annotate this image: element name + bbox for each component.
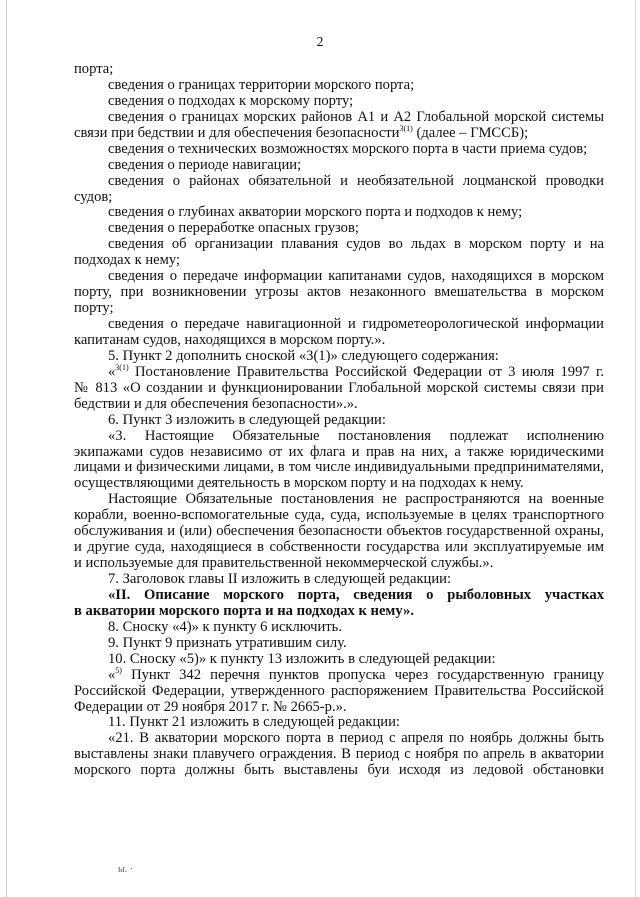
text-line-content — [74, 747, 604, 763]
line-text-tail: Постановление Правительства Российской Федерации от 3 июля 1997 г. — [128, 363, 604, 380]
text-line — [0, 333, 640, 349]
line-text: бедствии и для обеспечения безопасности».». — [74, 395, 358, 412]
line-text: сведения о передаче навигационной и гидрометеорологической информации — [108, 316, 604, 332]
line-text: 7. Заголовок главы II изложить в следующей редакции: — [108, 571, 452, 587]
footnote-marker: 3(1) — [399, 123, 413, 133]
text-line-content — [108, 588, 604, 604]
text-line-content — [74, 253, 640, 269]
line-text: обслуживания и (или) обеспечения безопасности объектов государственной охраны, — [74, 523, 604, 540]
line-text: экипажами судов независимо от их флага и прав на них, а также юридическими — [74, 443, 604, 460]
line-text: 10. Сноску «5)» к пункту 13 изложить в следующей редакции: — [108, 650, 496, 667]
scan-artifact-mark: ы. · — [118, 864, 134, 875]
line-text: в акватории морского порта и на подходах к нему». — [74, 602, 414, 619]
text-line-content — [108, 221, 640, 237]
page-number: 2 — [316, 34, 324, 49]
text-line-content — [74, 190, 640, 206]
text-line — [0, 381, 640, 397]
text-line-content — [74, 476, 640, 492]
text-line-content — [108, 237, 604, 253]
text-line — [0, 715, 640, 731]
line-text: 6. Пункт 3 изложить в следующей редакции: — [108, 411, 386, 428]
text-line — [0, 445, 640, 461]
line-text: судов; — [74, 188, 113, 205]
line-text: «21. В акватории морского порта в период с апреля по ноябрь должны быть — [108, 730, 604, 747]
text-line — [0, 78, 640, 94]
text-line-content — [108, 110, 604, 126]
text-line-content — [74, 333, 640, 349]
line-text: связи при бедствии и для обеспечения безопасности — [74, 124, 400, 141]
text-line-content — [74, 508, 604, 524]
text-line — [0, 460, 640, 476]
footnote-marker: 3(1) — [115, 362, 129, 372]
line-text: сведения о районах обязательной и необязательной лоцманской проводки — [108, 172, 604, 189]
text-line-content — [108, 174, 604, 190]
text-line-content — [108, 158, 640, 174]
text-line — [0, 174, 640, 190]
text-line — [0, 763, 640, 779]
text-line-content — [108, 349, 640, 365]
text-line-content — [74, 285, 604, 301]
text-line — [0, 62, 640, 78]
line-text: сведения о технических возможностях морского порта в части приема судов; — [108, 140, 588, 157]
text-line-content — [74, 556, 640, 572]
text-line — [0, 397, 640, 413]
line-text: 9. Пункт 9 признать утратившим силу. — [108, 634, 347, 651]
text-line-content — [74, 684, 604, 700]
text-line-content — [108, 142, 640, 158]
line-text: «3. Настоящие Обязательные постановления подлежат исполнению — [108, 427, 604, 444]
line-text-tail: Пункт 342 перечня пунктов пропуска через государственную границу — [121, 666, 604, 683]
line-text: сведения о переработке опасных грузов; — [108, 220, 359, 237]
text-line — [0, 269, 640, 285]
line-text: « — [108, 363, 116, 380]
text-line — [0, 556, 640, 572]
line-text: подходах к нему; — [74, 252, 180, 269]
line-text: и используемые для правительственной некоммерческой службы.». — [74, 555, 494, 572]
line-text: и другие суда, находящиеся в собственности государства или эксплуатируемые им — [74, 539, 604, 556]
line-text: порта; — [74, 61, 114, 77]
text-line — [0, 604, 640, 620]
text-line-content — [108, 317, 604, 333]
line-text: сведения об организации плавания судов во льдах в морском порту и на — [108, 236, 604, 253]
line-text: Российской Федерации, утвержденного распоряжением Правительства Российской — [74, 682, 604, 699]
text-line-content — [108, 269, 604, 285]
text-line — [0, 476, 640, 492]
line-text: корабли, военно-вспомогательные суда, суда, используемые в целях транспортного — [74, 507, 604, 524]
text-line-content — [74, 62, 640, 78]
text-line-content — [108, 413, 640, 429]
text-line-content — [108, 652, 640, 668]
text-line — [0, 110, 640, 126]
text-line-content — [74, 540, 604, 556]
text-line — [0, 237, 640, 253]
text-line — [0, 620, 640, 636]
text-line-content — [74, 524, 604, 540]
text-line-content — [108, 636, 640, 652]
text-line — [0, 700, 640, 716]
text-line-content — [74, 604, 640, 620]
text-line-content — [108, 78, 640, 94]
text-line-content — [108, 94, 640, 110]
text-line-content — [74, 123, 640, 142]
line-text: № 813 «О создании и функционировании Глобальной морской системы связи при — [74, 379, 604, 396]
line-text: 8. Сноску «4)» к пункту 6 исключить. — [108, 618, 342, 635]
text-line-content — [74, 700, 640, 716]
text-line-content — [74, 763, 604, 779]
text-line — [0, 413, 640, 429]
text-line — [0, 684, 640, 700]
text-line-content — [108, 731, 604, 747]
text-line — [0, 285, 640, 301]
footnote-marker: 5) — [115, 665, 122, 675]
text-line — [0, 652, 640, 668]
text-line — [0, 572, 640, 588]
line-text: сведения о глубинах акватории морского порта и подходов к нему; — [108, 204, 523, 221]
text-line — [0, 492, 640, 508]
text-line — [0, 94, 640, 110]
text-line — [0, 588, 640, 604]
text-line — [0, 524, 640, 540]
text-line — [0, 349, 640, 365]
line-text: 11. Пункт 21 изложить в следующей редакции: — [108, 714, 400, 731]
line-text: «II. Описание морского порта, сведения о рыболовных участках — [108, 586, 604, 603]
line-text: сведения о границах морских районов А1 и А2 Глобальной морской системы — [108, 108, 604, 125]
line-text: осуществляющими деятельность в морском порту и на подходах к нему. — [74, 475, 524, 492]
text-line — [0, 747, 640, 763]
text-line — [0, 636, 640, 652]
line-text: Федерации от 29 ноября 2017 г. № 2665-р.». — [74, 698, 347, 715]
text-line — [0, 540, 640, 556]
text-line-content — [74, 381, 604, 397]
text-line-content — [74, 397, 640, 413]
text-line — [0, 508, 640, 524]
text-line — [0, 190, 640, 206]
line-text: « — [108, 666, 116, 683]
text-line-content — [108, 665, 604, 684]
text-line-content — [108, 362, 604, 381]
line-text: сведения о передаче информации капитанами судов, находящихся в морском — [108, 268, 604, 285]
text-line-content — [74, 301, 640, 317]
text-line — [0, 158, 640, 174]
text-line — [0, 665, 640, 684]
text-line — [0, 317, 640, 333]
text-line — [0, 221, 640, 237]
line-text: лицами и физическими лицами, в том числе индивидуальными предпринимателями, — [74, 459, 604, 476]
text-line — [0, 429, 640, 445]
line-text: порту; — [74, 300, 114, 317]
line-text: морского порта должны быть выставлены буи исходя из ледовой обстановки — [74, 762, 604, 779]
line-text: Настоящие Обязательные постановления не распространяются на военные — [108, 491, 604, 508]
text-line — [0, 123, 640, 142]
text-line-content — [108, 620, 640, 636]
text-line-content — [74, 445, 604, 461]
text-line — [0, 205, 640, 221]
line-text-tail: (далее – ГМССБ); — [412, 124, 529, 141]
text-line-content — [108, 429, 604, 445]
line-text: выставлены знаки плавучего ограждения. В период с ноября по апрель в акватории — [74, 746, 604, 763]
document-body — [0, 62, 640, 779]
text-line-content — [108, 492, 604, 508]
line-text: сведения о границах территории морского порта; — [108, 76, 415, 93]
line-text: 5. Пункт 2 дополнить сноской «3(1)» следующего содержания: — [108, 347, 499, 364]
line-text: сведения о подходах к морскому порту; — [108, 92, 354, 109]
text-line-content — [108, 715, 640, 731]
text-line — [0, 301, 640, 317]
text-line-content — [74, 460, 604, 476]
text-line — [0, 142, 640, 158]
text-line-content — [108, 572, 640, 588]
text-line-content — [108, 205, 640, 221]
line-text: сведения о периоде навигации; — [108, 156, 302, 173]
text-line — [0, 253, 640, 269]
text-line — [0, 362, 640, 381]
line-text: капитанам судов, находящихся в морском порту.». — [74, 331, 386, 348]
line-text: порту, при возникновении угрозы актов незаконного вмешательства в морском — [74, 284, 604, 301]
text-line — [0, 731, 640, 747]
